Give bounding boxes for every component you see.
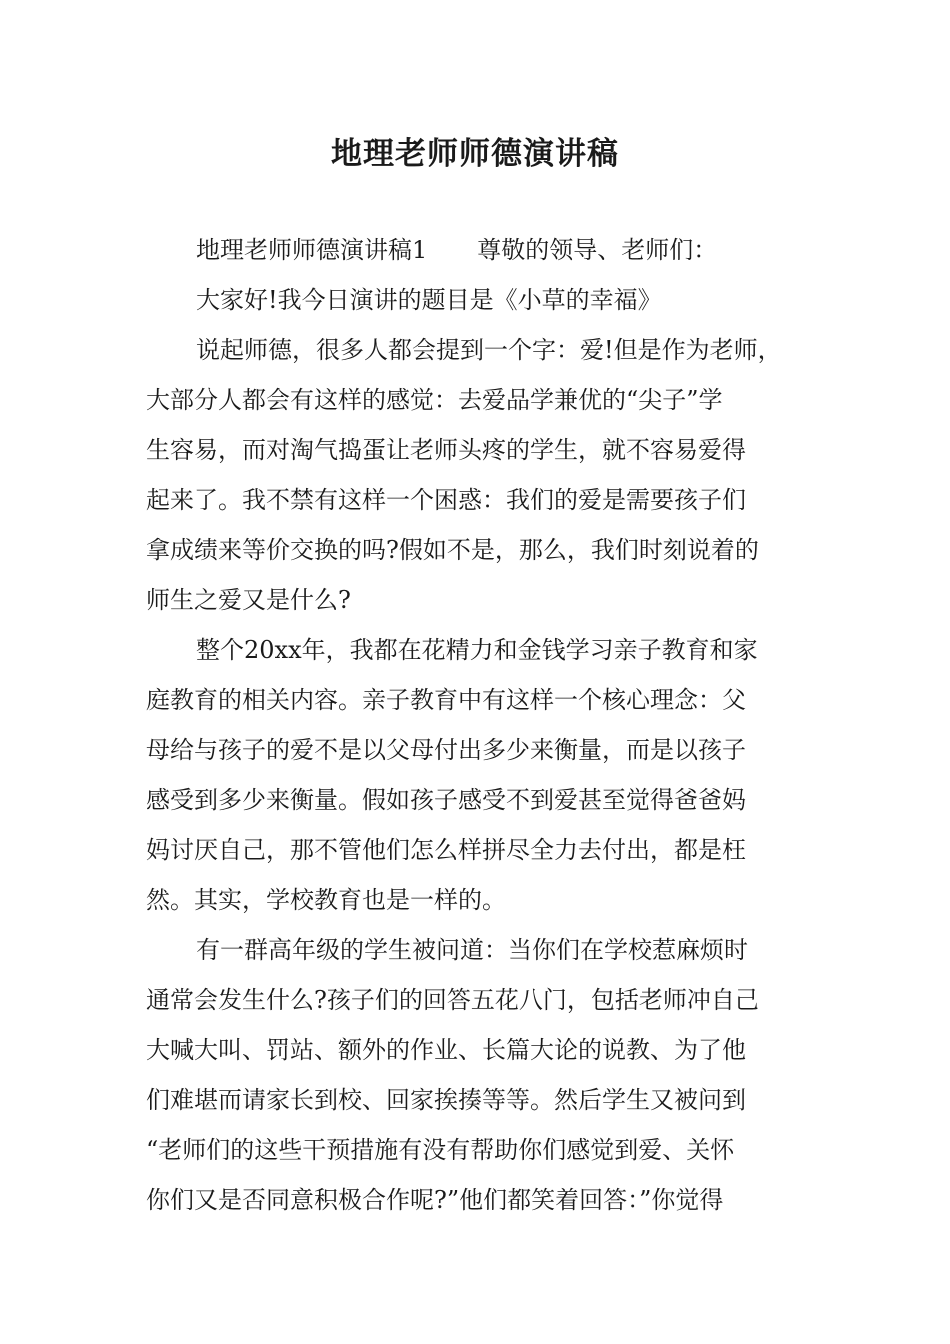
greeting: 尊敬的领导、老师们：	[477, 236, 718, 264]
paragraph-line: 庭教育的相关内容。亲子教育中有这样一个核心理念：父	[146, 686, 746, 714]
paragraph-line: “老师们的这些干预措施有没有帮助你们感觉到爱、关怀	[146, 1136, 735, 1164]
paragraph-2	[146, 325, 806, 625]
document-body	[146, 225, 806, 1225]
intro-line	[146, 225, 806, 275]
paragraph-line: 妈讨厌自己，那不管他们怎么样拼尽全力去付出，都是枉	[146, 836, 746, 864]
paragraph-line: 感受到多少来衡量。假如孩子感受不到爱甚至觉得爸爸妈	[146, 786, 746, 814]
paragraph-line: 说起师德，很多人都会提到一个字：爱!但是作为老师，	[196, 336, 782, 364]
paragraph-line: 有一群高年级的学生被问道：当你们在学校惹麻烦时	[196, 936, 748, 964]
paragraph-line: 通常会发生什么?孩子们的回答五花八门，包括老师冲自己	[146, 986, 759, 1014]
paragraph-line: 起来了。我不禁有这样一个困惑：我们的爱是需要孩子们	[146, 486, 746, 514]
subtitle: 地理老师师德演讲稿1	[196, 236, 428, 264]
paragraph-line: 大喊大叫、罚站、额外的作业、长篇大论的说教、为了他	[146, 1036, 746, 1064]
paragraph-line: 生容易，而对淘气捣蛋让老师头疼的学生，就不容易爱得	[146, 436, 746, 464]
paragraph-line: 然。其实，学校教育也是一样的。	[146, 886, 506, 914]
document-title: 地理老师师德演讲稿	[331, 136, 619, 172]
paragraph-line: 大家好!我今日演讲的题目是《小草的幸福》	[196, 286, 662, 314]
paragraph-line: 师生之爱又是什么?	[146, 586, 351, 614]
paragraph-1	[146, 275, 806, 325]
paragraph-line: 大部分人都会有这样的感觉：去爱品学兼优的“尖子”学	[146, 386, 723, 414]
paragraph-line: 们难堪而请家长到校、回家挨揍等等。然后学生又被问到	[146, 1086, 746, 1114]
paragraph-line: 整个20xx年，我都在花精力和金钱学习亲子教育和家	[196, 636, 758, 664]
paragraph-line: 母给与孩子的爱不是以父母付出多少来衡量，而是以孩子	[146, 736, 746, 764]
paragraph-4	[146, 925, 806, 1225]
paragraph-line: 你们又是否同意积极合作呢?”他们都笑着回答：”你觉得	[146, 1186, 724, 1214]
paragraph-3	[146, 625, 806, 925]
paragraph-line: 拿成绩来等价交换的吗?假如不是，那么，我们时刻说着的	[146, 536, 759, 564]
